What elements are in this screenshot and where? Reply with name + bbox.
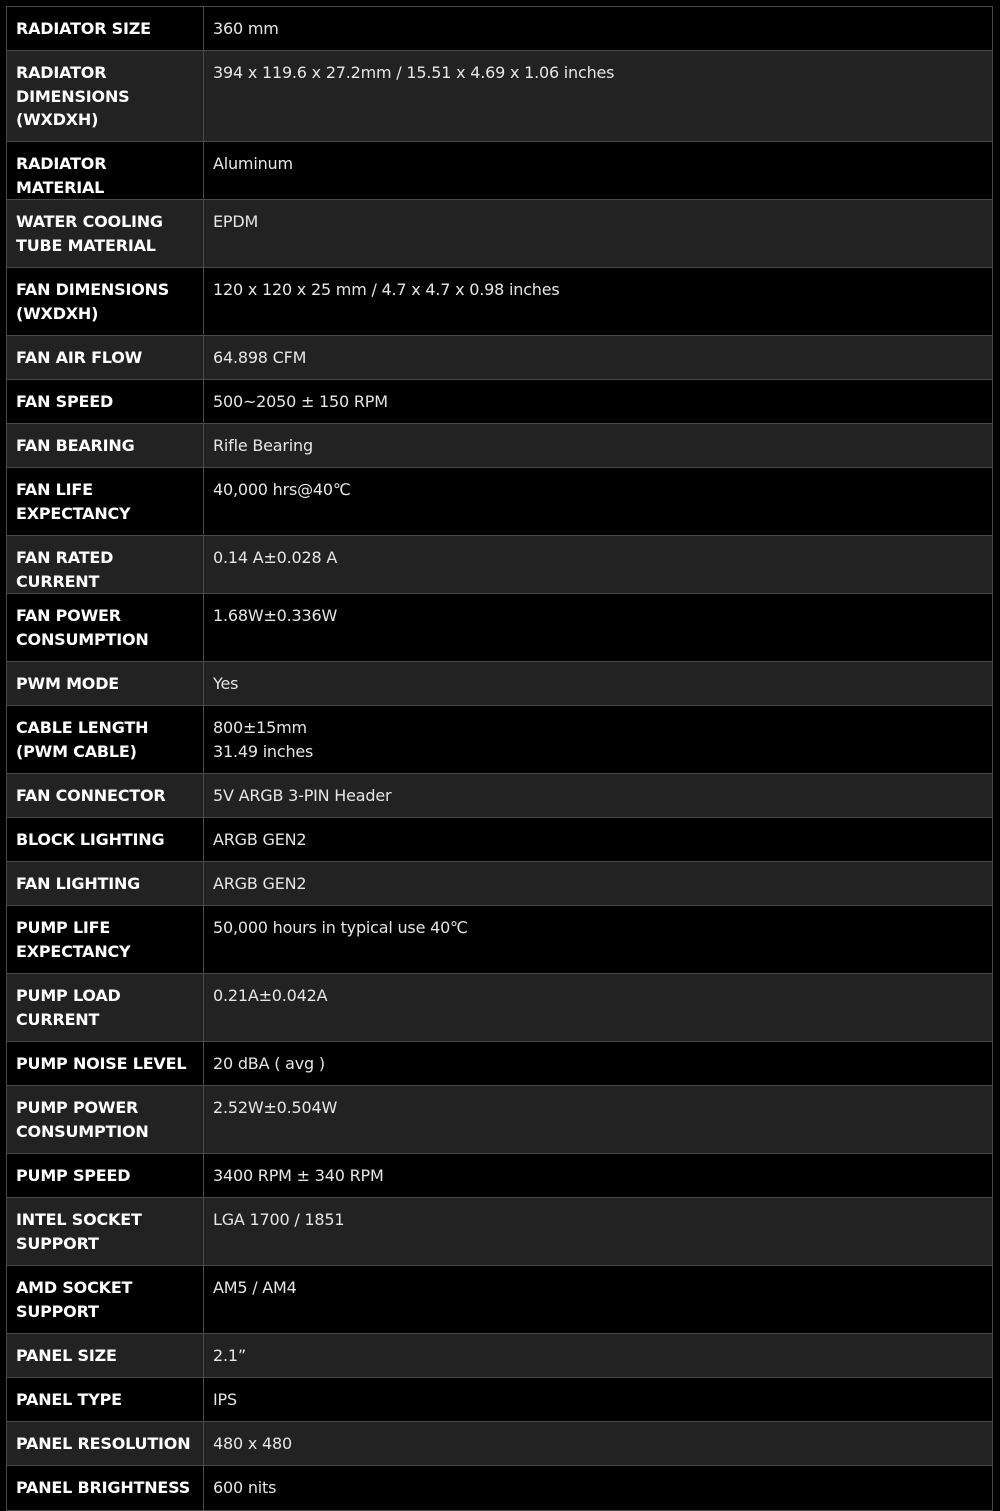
spec-value: ARGB GEN2 [204,818,993,862]
spec-row [7,906,993,974]
spec-value: 0.14 A±0.028 A [204,536,993,594]
spec-label: RADIATOR MATERIAL [7,142,204,200]
spec-row [7,974,993,1042]
spec-label: FAN BEARING [7,424,204,468]
spec-row [7,1378,993,1422]
spec-label: FAN SPEED [7,380,204,424]
spec-value: LGA 1700 / 1851 [204,1198,993,1266]
spec-value [204,706,993,774]
spec-row [7,51,993,142]
spec-table [6,6,993,1511]
spec-value: 394 x 119.6 x 27.2mm / 15.51 x 4.69 x 1.06 inches [204,51,993,142]
spec-row [7,1266,993,1334]
spec-label: PUMP LIFE EXPECTANCY [7,906,204,974]
spec-value: Aluminum [204,142,993,200]
spec-value-line: 800±15mm [213,718,307,737]
spec-value: 20 dBA ( avg ) [204,1042,993,1086]
spec-row [7,468,993,536]
spec-value: 50,000 hours in typical use 40℃ [204,906,993,974]
spec-row [7,1086,993,1154]
spec-label: PANEL RESOLUTION [7,1422,204,1466]
spec-value: Yes [204,662,993,706]
spec-label: FAN DIMENSIONS (WXDXH) [7,268,204,336]
spec-label: FAN LIFE EXPECTANCY [7,468,204,536]
spec-label: FAN AIR FLOW [7,336,204,380]
spec-value: 64.898 CFM [204,336,993,380]
spec-value: 480 x 480 [204,1422,993,1466]
spec-row [7,424,993,468]
spec-value: ARGB GEN2 [204,862,993,906]
spec-row [7,380,993,424]
spec-label: INTEL SOCKET SUPPORT [7,1198,204,1266]
spec-value: 3400 RPM ± 340 RPM [204,1154,993,1198]
spec-row [7,774,993,818]
spec-value: Rifle Bearing [204,424,993,468]
spec-label: FAN RATED CURRENT [7,536,204,594]
spec-label: PUMP SPEED [7,1154,204,1198]
spec-value: 120 x 120 x 25 mm / 4.7 x 4.7 x 0.98 inches [204,268,993,336]
spec-row [7,268,993,336]
spec-row [7,536,993,594]
spec-value: 500~2050 ± 150 RPM [204,380,993,424]
spec-row [7,1334,993,1378]
spec-label: AMD SOCKET SUPPORT [7,1266,204,1334]
spec-label: RADIATOR DIMENSIONS (WXDXH) [7,51,204,142]
spec-label: PANEL SIZE [7,1334,204,1378]
spec-row [7,1466,993,1511]
spec-row [7,142,993,200]
spec-row [7,662,993,706]
spec-value: 1.68W±0.336W [204,594,993,662]
spec-value: 40,000 hrs@40℃ [204,468,993,536]
spec-row [7,336,993,380]
spec-value: 2.1” [204,1334,993,1378]
spec-label: FAN POWER CONSUMPTION [7,594,204,662]
spec-label: PANEL BRIGHTNESS [7,1466,204,1511]
spec-label: FAN LIGHTING [7,862,204,906]
spec-value: 5V ARGB 3-PIN Header [204,774,993,818]
spec-value: 0.21A±0.042A [204,974,993,1042]
spec-label: PUMP LOAD CURRENT [7,974,204,1042]
spec-value: 2.52W±0.504W [204,1086,993,1154]
spec-row [7,1154,993,1198]
spec-value: 600 nits [204,1466,993,1511]
spec-row [7,200,993,268]
spec-value: 360 mm [204,7,993,51]
spec-label: PUMP NOISE LEVEL [7,1042,204,1086]
spec-row [7,818,993,862]
spec-label: PWM MODE [7,662,204,706]
spec-label: FAN CONNECTOR [7,774,204,818]
spec-label: PANEL TYPE [7,1378,204,1422]
spec-label: WATER COOLING TUBE MATERIAL [7,200,204,268]
spec-row [7,1422,993,1466]
spec-row [7,1198,993,1266]
spec-label: BLOCK LIGHTING [7,818,204,862]
spec-row [7,1042,993,1086]
spec-row [7,706,993,774]
spec-row [7,862,993,906]
spec-value-line: 31.49 inches [213,741,314,761]
spec-row [7,7,993,51]
spec-label: PUMP POWER CONSUMPTION [7,1086,204,1154]
spec-row [7,594,993,662]
spec-value: IPS [204,1378,993,1422]
spec-value: AM5 / AM4 [204,1266,993,1334]
spec-label: CABLE LENGTH (PWM CABLE) [7,706,204,774]
spec-label: RADIATOR SIZE [7,7,204,51]
spec-value: EPDM [204,200,993,268]
